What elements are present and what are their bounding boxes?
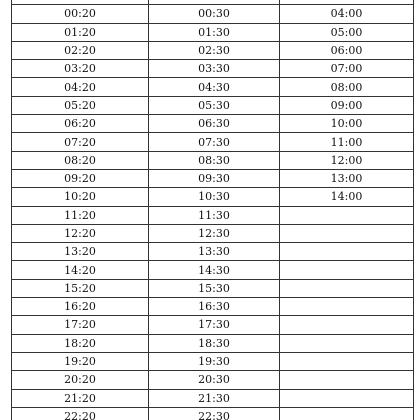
table-row <box>12 389 414 407</box>
time-cell: 14:30 <box>149 261 280 279</box>
time-cell: 22:20 <box>12 407 149 420</box>
time-cell: 11:20 <box>12 206 149 224</box>
time-cell: 02:30 <box>149 41 280 59</box>
time-cell: 16:20 <box>12 298 149 316</box>
time-cell: 07:30 <box>149 133 280 151</box>
time-cell: 18:20 <box>12 334 149 352</box>
timetable <box>11 0 414 420</box>
table-row <box>12 169 414 187</box>
time-cell: 11:30 <box>149 206 280 224</box>
time-cell <box>280 334 414 352</box>
table-row <box>12 41 414 59</box>
table-row <box>12 352 414 370</box>
time-cell: 12:30 <box>149 224 280 242</box>
time-cell: 04:00 <box>280 5 414 23</box>
time-cell: 10:30 <box>149 188 280 206</box>
time-cell <box>280 316 414 334</box>
time-cell: 04:30 <box>149 78 280 96</box>
table-row <box>12 60 414 78</box>
table-row <box>12 188 414 206</box>
time-cell: 13:00 <box>280 169 414 187</box>
time-cell: 09:00 <box>280 96 414 114</box>
time-cell: 00:30 <box>149 5 280 23</box>
table-row <box>12 5 414 23</box>
time-cell: 10:20 <box>12 188 149 206</box>
timetable-body <box>12 5 414 420</box>
time-cell <box>280 224 414 242</box>
time-cell: 09:30 <box>149 169 280 187</box>
time-cell <box>280 261 414 279</box>
time-cell <box>280 279 414 297</box>
table-row <box>12 243 414 261</box>
table-row <box>12 224 414 242</box>
time-cell: 06:30 <box>149 115 280 133</box>
table-row <box>12 261 414 279</box>
time-cell: 19:20 <box>12 352 149 370</box>
time-cell: 07:20 <box>12 133 149 151</box>
time-cell: 13:30 <box>149 243 280 261</box>
time-cell: 08:20 <box>12 151 149 169</box>
table-row <box>12 115 414 133</box>
time-cell: 03:30 <box>149 60 280 78</box>
time-cell: 04:20 <box>12 78 149 96</box>
time-cell: 01:30 <box>149 23 280 41</box>
time-cell: 18:30 <box>149 334 280 352</box>
time-cell <box>280 407 414 420</box>
time-cell: 05:30 <box>149 96 280 114</box>
time-cell: 17:30 <box>149 316 280 334</box>
time-cell: 07:00 <box>280 60 414 78</box>
time-cell: 06:20 <box>12 115 149 133</box>
time-cell: 15:30 <box>149 279 280 297</box>
time-cell: 19:30 <box>149 352 280 370</box>
time-cell: 15:20 <box>12 279 149 297</box>
time-cell: 16:30 <box>149 298 280 316</box>
time-cell: 12:20 <box>12 224 149 242</box>
time-cell: 12:00 <box>280 151 414 169</box>
time-cell: 14:20 <box>12 261 149 279</box>
time-cell: 05:00 <box>280 23 414 41</box>
table-row <box>12 133 414 151</box>
time-cell <box>280 371 414 389</box>
time-cell: 11:00 <box>280 133 414 151</box>
table-row <box>12 316 414 334</box>
table-row <box>12 151 414 169</box>
time-cell: 06:00 <box>280 41 414 59</box>
time-cell: 09:20 <box>12 169 149 187</box>
time-cell: 17:20 <box>12 316 149 334</box>
table-row <box>12 206 414 224</box>
time-cell: 08:30 <box>149 151 280 169</box>
time-cell: 20:30 <box>149 371 280 389</box>
table-row <box>12 407 414 420</box>
time-cell: 20:20 <box>12 371 149 389</box>
table-row <box>12 279 414 297</box>
table-row <box>12 96 414 114</box>
time-cell: 02:20 <box>12 41 149 59</box>
time-cell: 21:20 <box>12 389 149 407</box>
time-cell: 21:30 <box>149 389 280 407</box>
time-cell: 10:00 <box>280 115 414 133</box>
time-cell: 01:20 <box>12 23 149 41</box>
table-row <box>12 371 414 389</box>
time-cell: 14:00 <box>280 188 414 206</box>
time-cell <box>280 389 414 407</box>
time-cell: 13:20 <box>12 243 149 261</box>
time-cell: 22:30 <box>149 407 280 420</box>
time-cell <box>280 298 414 316</box>
table-row <box>12 23 414 41</box>
time-cell: 03:20 <box>12 60 149 78</box>
table-row <box>12 298 414 316</box>
time-cell: 00:20 <box>12 5 149 23</box>
table-row <box>12 78 414 96</box>
time-cell <box>280 352 414 370</box>
time-cell: 08:00 <box>280 78 414 96</box>
table-row <box>12 334 414 352</box>
time-cell <box>280 206 414 224</box>
time-cell <box>280 243 414 261</box>
time-cell: 05:20 <box>12 96 149 114</box>
